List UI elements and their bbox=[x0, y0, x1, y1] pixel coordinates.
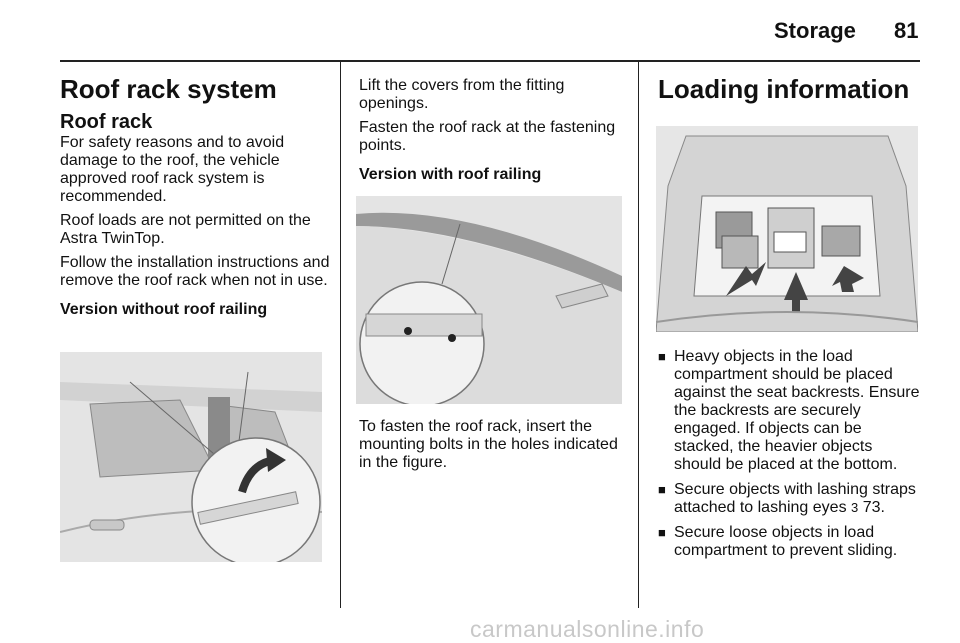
loading-bullet-list bbox=[658, 348, 920, 567]
cross-reference-arrow-icon: 3 bbox=[851, 500, 859, 515]
column-2 bbox=[359, 77, 629, 185]
list-item bbox=[658, 524, 920, 560]
list-item-text: Heavy objects in the load compartment should be placed against the seat backrests. Ensure the backrests are securely engaged. If objects can be stacked, the heavier objects should be placed at the bottom. bbox=[674, 348, 920, 473]
column-3 bbox=[658, 72, 920, 106]
illustration-roof-without-railing bbox=[60, 352, 322, 562]
column-1 bbox=[60, 72, 330, 320]
illustration-roof-with-railing bbox=[356, 196, 622, 404]
paragraph: For safety reasons and to avoid damage to the roof, the vehicle approved roof rack system is recommended. bbox=[60, 134, 285, 205]
paragraph: Follow the installation instructions and remove the roof rack when not in use. bbox=[60, 254, 330, 289]
section-title: Storage bbox=[774, 18, 856, 43]
page-number: 81 bbox=[894, 18, 919, 43]
list-item-text: Secure loose objects in load compartment to prevent sliding. bbox=[674, 524, 898, 559]
list-item-page-ref: 73. bbox=[858, 499, 885, 516]
list-item bbox=[658, 481, 920, 517]
heading-roof-rack: Roof rack bbox=[60, 111, 153, 133]
bullet-square-icon: ■ bbox=[658, 525, 666, 540]
heading-roof-rack-system: Roof rack system bbox=[60, 74, 277, 104]
list-item bbox=[658, 348, 920, 474]
column-divider bbox=[638, 62, 639, 608]
watermark: carmanualsonline.info bbox=[470, 616, 705, 642]
bullet-square-icon: ■ bbox=[658, 349, 666, 364]
list-item-text: Secure objects with lashing straps attached to lashing eyes bbox=[674, 481, 916, 516]
paragraph: Roof loads are not permitted on the Astra TwinTop. bbox=[60, 212, 311, 247]
heading-version-with-railing: Version with roof railing bbox=[359, 166, 542, 183]
heading-version-without-railing: Version without roof railing bbox=[60, 301, 268, 318]
paragraph: Lift the covers from the fitting openings. bbox=[359, 77, 565, 112]
column-divider bbox=[340, 62, 341, 608]
column-2-caption bbox=[359, 418, 629, 478]
paragraph: Fasten the roof rack at the fastening points. bbox=[359, 119, 616, 154]
bullet-square-icon: ■ bbox=[658, 482, 666, 497]
heading-loading-information: Loading information bbox=[658, 74, 910, 104]
paragraph: To fasten the roof rack, insert the mounting bolts in the holes indicated in the figure. bbox=[359, 418, 618, 471]
illustration-load-compartment bbox=[656, 126, 918, 332]
header-rule bbox=[60, 60, 920, 62]
